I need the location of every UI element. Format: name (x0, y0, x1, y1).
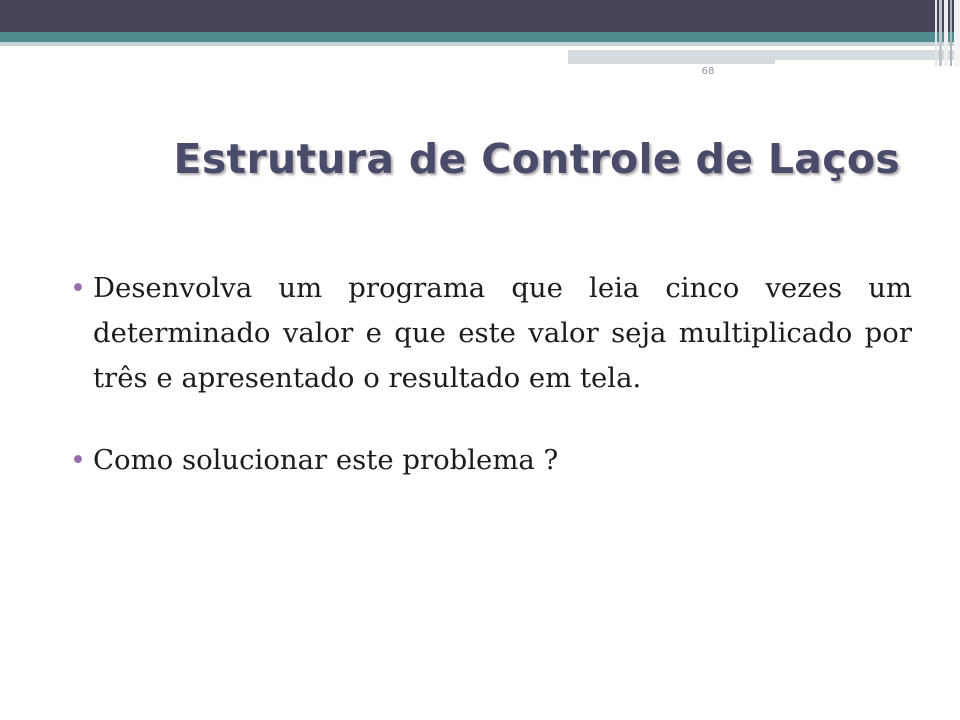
header-right-stripes (930, 0, 960, 66)
stripe (954, 0, 960, 66)
bullet-item (70, 266, 912, 401)
stripe (935, 0, 937, 66)
slide-content (70, 266, 912, 483)
slide-title: Estrutura de Controle de Laços (173, 135, 900, 183)
stripe (939, 0, 942, 66)
stripe (950, 0, 952, 66)
bullet-marker: • (70, 273, 86, 304)
bullet-item (70, 438, 912, 483)
page-number: 68 (701, 66, 715, 77)
header-dark-band (0, 0, 960, 32)
header-teal-band (0, 32, 960, 42)
bullet-text: Desenvolva um programa que leia cinco vezes um determinado valor e que este valor seja multiplicado por três e apresentado o resultado em tela. (93, 272, 912, 394)
bullet-marker: • (70, 445, 86, 476)
stripe (944, 0, 948, 66)
bullet-text: Como solucionar este problema ? (93, 444, 559, 476)
